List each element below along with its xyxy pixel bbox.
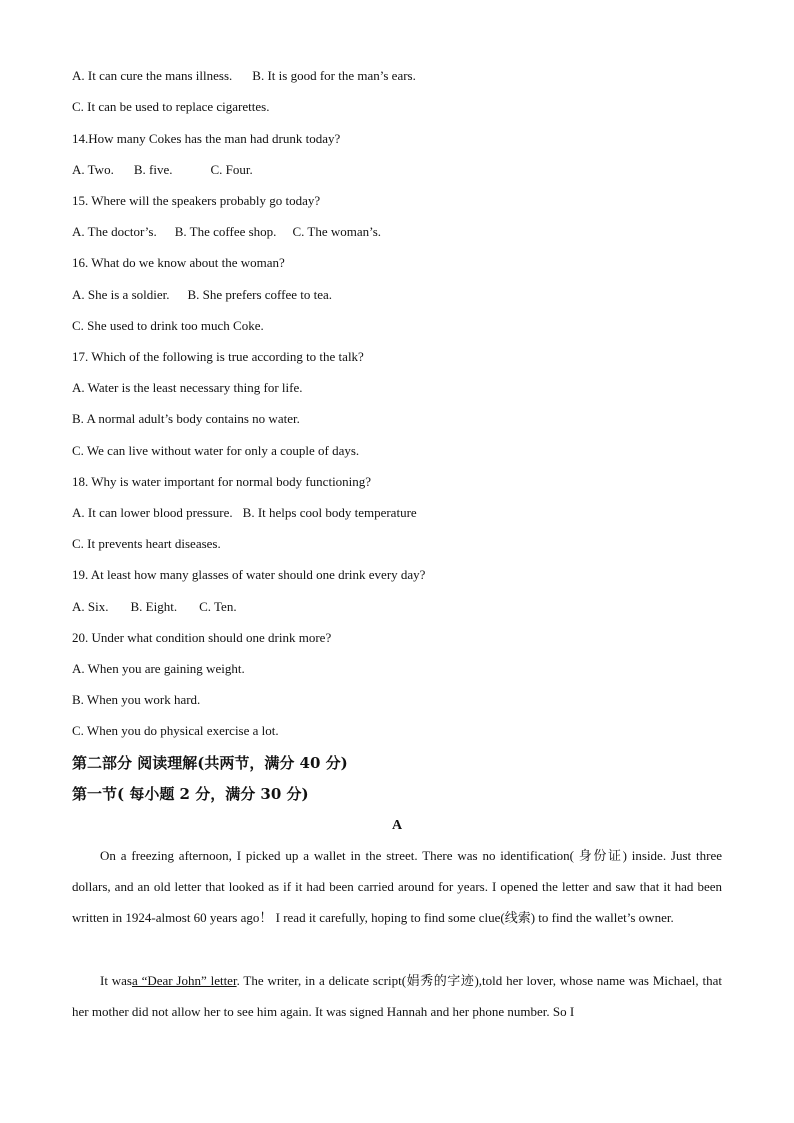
q19-question: 19. At least how many glasses of water should one drink every day? <box>72 567 426 582</box>
q20-option-c: C. When you do physical exercise a lot. <box>72 723 279 738</box>
q20-option-a: A. When you are gaining weight. <box>72 661 245 676</box>
q13-option-c: C. It can be used to replace cigarettes. <box>72 99 270 114</box>
q20-option-b: B. When you work hard. <box>72 692 201 707</box>
q14-option-a: A. Two. <box>72 162 114 177</box>
dear-john-letter-underlined: a “Dear John” letter <box>131 973 237 988</box>
q17-option-c: C. We can live without water for only a couple of days. <box>72 443 360 458</box>
passage-paragraph-2 <box>72 965 722 1027</box>
q14-question: 14.How many Cokes has the man had drunk today? <box>72 131 341 146</box>
part-two-title: 第二部分 阅读理解(共两节，满分 40 分) <box>72 754 348 772</box>
q17-option-a: A. Water is the least necessary thing for life. <box>72 380 303 395</box>
q14-option-c: C. Four. <box>210 162 253 177</box>
q18-option-b: B. It helps cool body temperature <box>242 505 417 520</box>
q14-options <box>72 162 253 178</box>
q18-question: 18. Why is water important for normal body functioning? <box>72 474 372 489</box>
q16-option-c: C. She used to drink too much Coke. <box>72 318 264 333</box>
q17-option-b: B. A normal adult’s body contains no water. <box>72 411 300 426</box>
q16-option-a: A. She is a soldier. <box>72 287 170 302</box>
q15-options <box>72 224 381 240</box>
paragraph-2-start: It was <box>100 973 132 988</box>
q18-option-c: C. It prevents heart diseases. <box>72 536 221 551</box>
q15-option-b: B. The coffee shop. <box>174 224 277 239</box>
q18-options-ab <box>72 505 417 521</box>
q17-question: 17. Which of the following is true according to the talk? <box>72 349 364 364</box>
q16-question: 16. What do we know about the woman? <box>72 255 285 270</box>
q19-option-b: B. Eight. <box>130 599 178 614</box>
section-one-title: 第一节( 每小题 2 分，满分 30 分) <box>72 785 309 803</box>
q14-option-b: B. five. <box>133 162 173 177</box>
q19-option-a: A. Six. <box>72 599 109 614</box>
q15-option-a: A. The doctor’s. <box>72 224 157 239</box>
q15-option-c: C. The woman’s. <box>292 224 382 239</box>
q19-options <box>72 599 237 615</box>
q15-question: 15. Where will the speakers probably go today? <box>72 193 321 208</box>
passage-label: A <box>391 818 403 833</box>
q13-option-a: A. It can cure the mans illness. <box>72 68 233 83</box>
q16-options-ab <box>72 287 332 303</box>
q13-options-ab <box>72 68 416 84</box>
q16-option-b: B. She prefers coffee to tea. <box>187 287 333 302</box>
q19-option-c: C. Ten. <box>199 599 237 614</box>
q13-option-b: B. It is good for the man’s ears. <box>252 68 416 83</box>
q20-question: 20. Under what condition should one drink more? <box>72 630 332 645</box>
paragraph-2-rest: . The writer, in a delicate script(娟秀的字迹),told her lover, whose name was Michael, that her mother did not allow her to see him again. It was signed Hannah and her phone number. So I <box>72 973 722 1019</box>
q18-option-a: A. It can lower blood pressure. <box>72 505 233 520</box>
passage-paragraph-1: On a freezing afternoon, I picked up a wallet in the street. There was no identification( 身份证) inside. Just three dollars, and an old letter that looked as if it had been carried around for years. I opened the letter and saw that it had been written in 1924-almost 60 years ago！ I read it carefully, hoping to find some clue(线索) to find the wallet’s owner. <box>72 848 722 925</box>
